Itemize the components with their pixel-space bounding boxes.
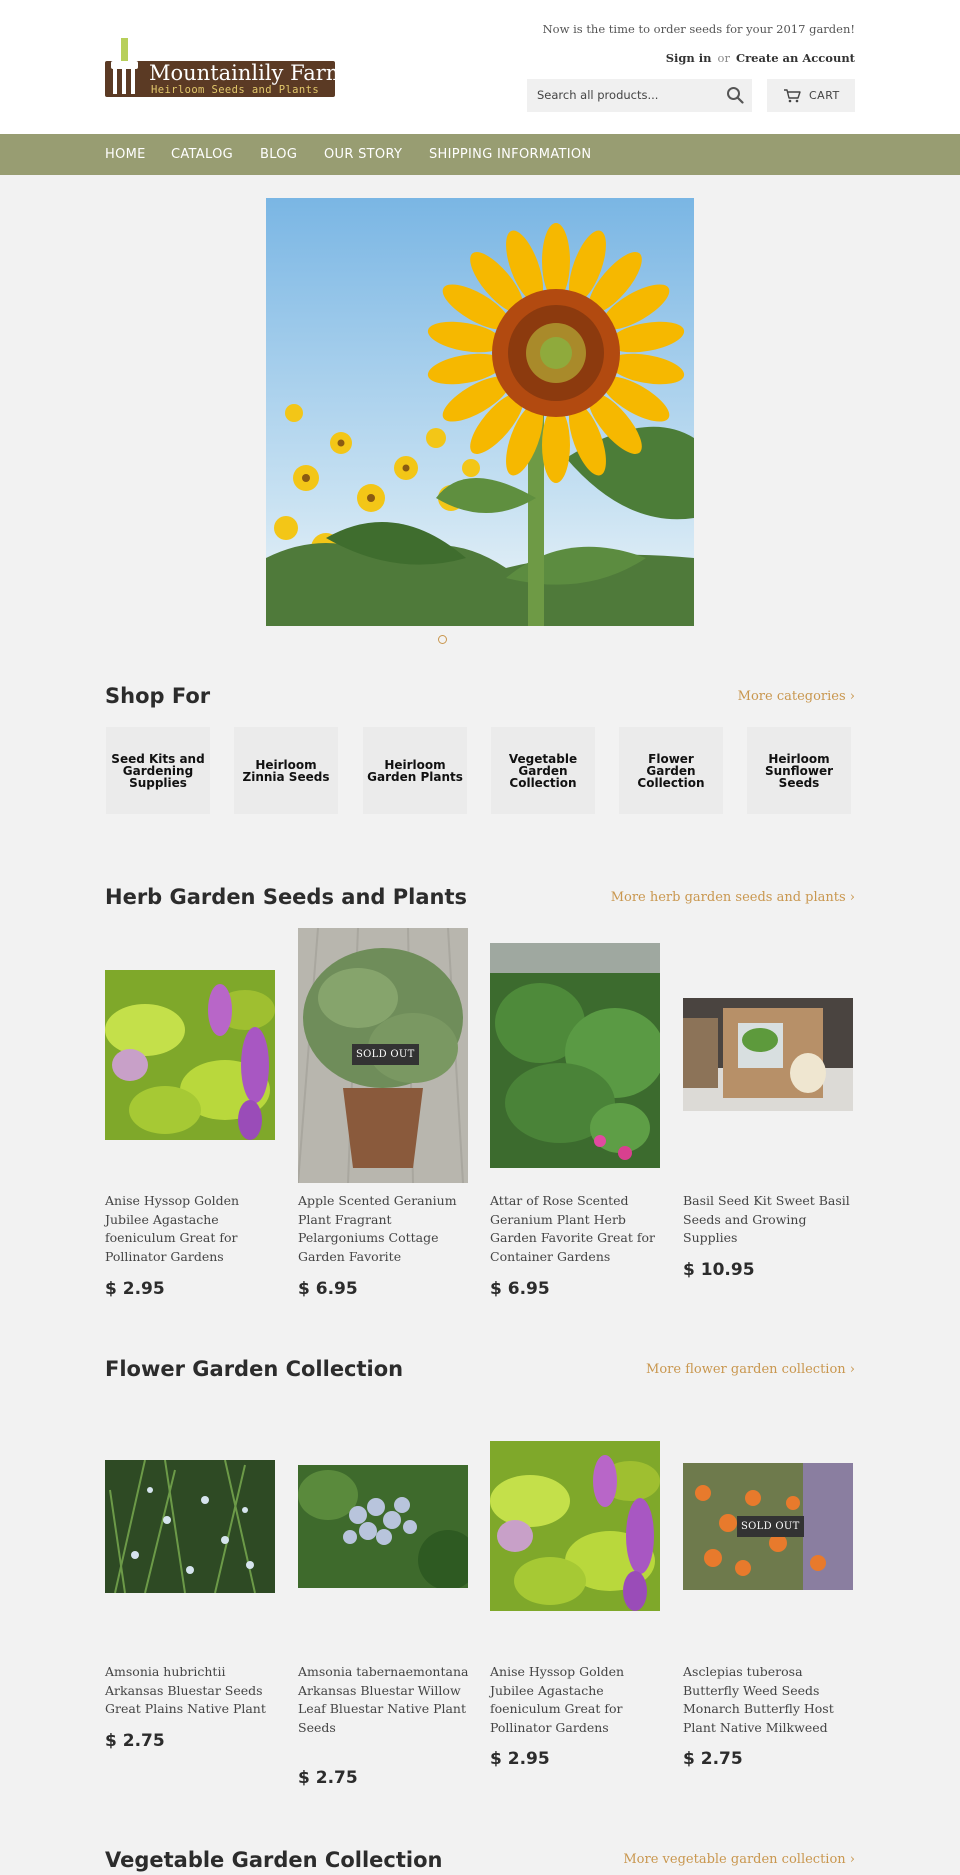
- product-price: $ 6.95: [298, 1279, 358, 1299]
- product-image[interactable]: [490, 1441, 660, 1611]
- product-name[interactable]: Amsonia tabernaemontana Arkansas Bluestar Willow Leaf Bluestar Native Plant Seeds: [298, 1664, 469, 1735]
- more-herb-link[interactable]: More herb garden seeds and plants ›: [610, 890, 855, 905]
- category-tile[interactable]: [747, 727, 851, 814]
- product-name[interactable]: Asclepias tuberosa Butterfly Weed Seeds Monarch Butterfly Host Plant Native Milkweed: [683, 1664, 834, 1735]
- product-price: $ 2.95: [105, 1279, 165, 1299]
- more-categories-link[interactable]: More categories ›: [737, 689, 855, 704]
- category-label: Flower Garden Collection: [637, 751, 705, 790]
- search-input[interactable]: [527, 79, 752, 112]
- account-links: [666, 51, 855, 65]
- category-label: Heirloom Sunflower Seeds: [764, 751, 833, 790]
- category-tile[interactable]: [106, 727, 210, 814]
- product-name[interactable]: Apple Scented Geranium Plant Fragrant Pelargoniums Cottage Garden Favorite: [298, 1193, 457, 1264]
- cart-label: CART: [809, 89, 840, 102]
- product-image[interactable]: [298, 1465, 468, 1588]
- category-label: Heirloom Zinnia Seeds: [242, 757, 330, 784]
- more-vegetable-link[interactable]: More vegetable garden collection ›: [623, 1852, 855, 1867]
- product-image[interactable]: [298, 928, 468, 1183]
- product-image[interactable]: [105, 970, 275, 1140]
- product-price: $ 2.75: [298, 1768, 358, 1788]
- nav-our-story[interactable]: OUR STORY: [324, 147, 403, 162]
- category-label: Heirloom Garden Plants: [367, 757, 463, 784]
- logo-tagline: Heirloom Seeds and Plants: [151, 84, 320, 96]
- nav-blog[interactable]: BLOG: [260, 147, 298, 162]
- search-placeholder: Search all products...: [537, 88, 659, 102]
- pitchfork-icon: [111, 38, 141, 98]
- product-image[interactable]: [490, 943, 660, 1168]
- product-price: $ 10.95: [683, 1260, 755, 1280]
- category-label: Vegetable Garden Collection: [508, 751, 578, 790]
- product-image[interactable]: [683, 998, 853, 1111]
- slide-indicator-dot[interactable]: [438, 635, 447, 644]
- product-price: $ 2.75: [105, 1731, 165, 1751]
- more-flower-link[interactable]: More flower garden collection ›: [646, 1362, 855, 1377]
- product-name[interactable]: Anise Hyssop Golden Jubilee Agastache foeniculum Great for Pollinator Gardens: [105, 1193, 240, 1264]
- shopping-cart-icon: [783, 88, 801, 103]
- sign-in-link[interactable]: Sign in: [665, 51, 712, 65]
- product-price: $ 6.95: [490, 1279, 550, 1299]
- category-tile[interactable]: [619, 727, 723, 814]
- nav-shipping-information[interactable]: SHIPPING INFORMATION: [429, 147, 592, 162]
- product-price: $ 2.75: [683, 1749, 743, 1769]
- hero-slide-image[interactable]: [266, 198, 694, 626]
- logo-name: Mountainlily Farm: [149, 61, 346, 85]
- product-price: $ 2.95: [490, 1749, 550, 1769]
- sold-out-badge: SOLD OUT: [352, 1044, 419, 1065]
- shop-for-title: Shop For: [105, 684, 211, 708]
- main-nav: [0, 134, 960, 175]
- sold-out-badge: SOLD OUT: [737, 1516, 804, 1537]
- category-tile[interactable]: [234, 727, 338, 814]
- nav-home[interactable]: HOME: [105, 147, 146, 162]
- search-icon[interactable]: [726, 86, 744, 104]
- herb-section-title: Herb Garden Seeds and Plants: [105, 885, 467, 909]
- vegetable-section-title: Vegetable Garden Collection: [105, 1848, 443, 1872]
- account-or-text: or: [717, 51, 730, 65]
- product-name[interactable]: Anise Hyssop Golden Jubilee Agastache foeniculum Great for Pollinator Gardens: [490, 1664, 625, 1735]
- create-account-link[interactable]: Create an Account: [735, 51, 855, 65]
- flower-section-title: Flower Garden Collection: [105, 1357, 404, 1381]
- category-tile[interactable]: [491, 727, 595, 814]
- promo-message: Now is the time to order seeds for your 2017 garden!: [542, 22, 855, 36]
- product-name[interactable]: Basil Seed Kit Sweet Basil Seeds and Growing Supplies: [683, 1193, 850, 1246]
- product-image[interactable]: [683, 1463, 853, 1590]
- site-logo[interactable]: [105, 38, 346, 100]
- product-name[interactable]: Amsonia hubrichtii Arkansas Bluestar Seeds Great Plains Native Plant: [105, 1664, 266, 1717]
- product-image[interactable]: [105, 1460, 275, 1593]
- cart-button[interactable]: [767, 79, 855, 112]
- site-header: [0, 0, 960, 134]
- product-name[interactable]: Attar of Rose Scented Geranium Plant Herb Garden Favorite Great for Container Gardens: [490, 1193, 656, 1264]
- nav-catalog[interactable]: CATALOG: [171, 147, 233, 162]
- category-label: Seed Kits and Gardening Supplies: [111, 751, 205, 790]
- category-tile[interactable]: [363, 727, 467, 814]
